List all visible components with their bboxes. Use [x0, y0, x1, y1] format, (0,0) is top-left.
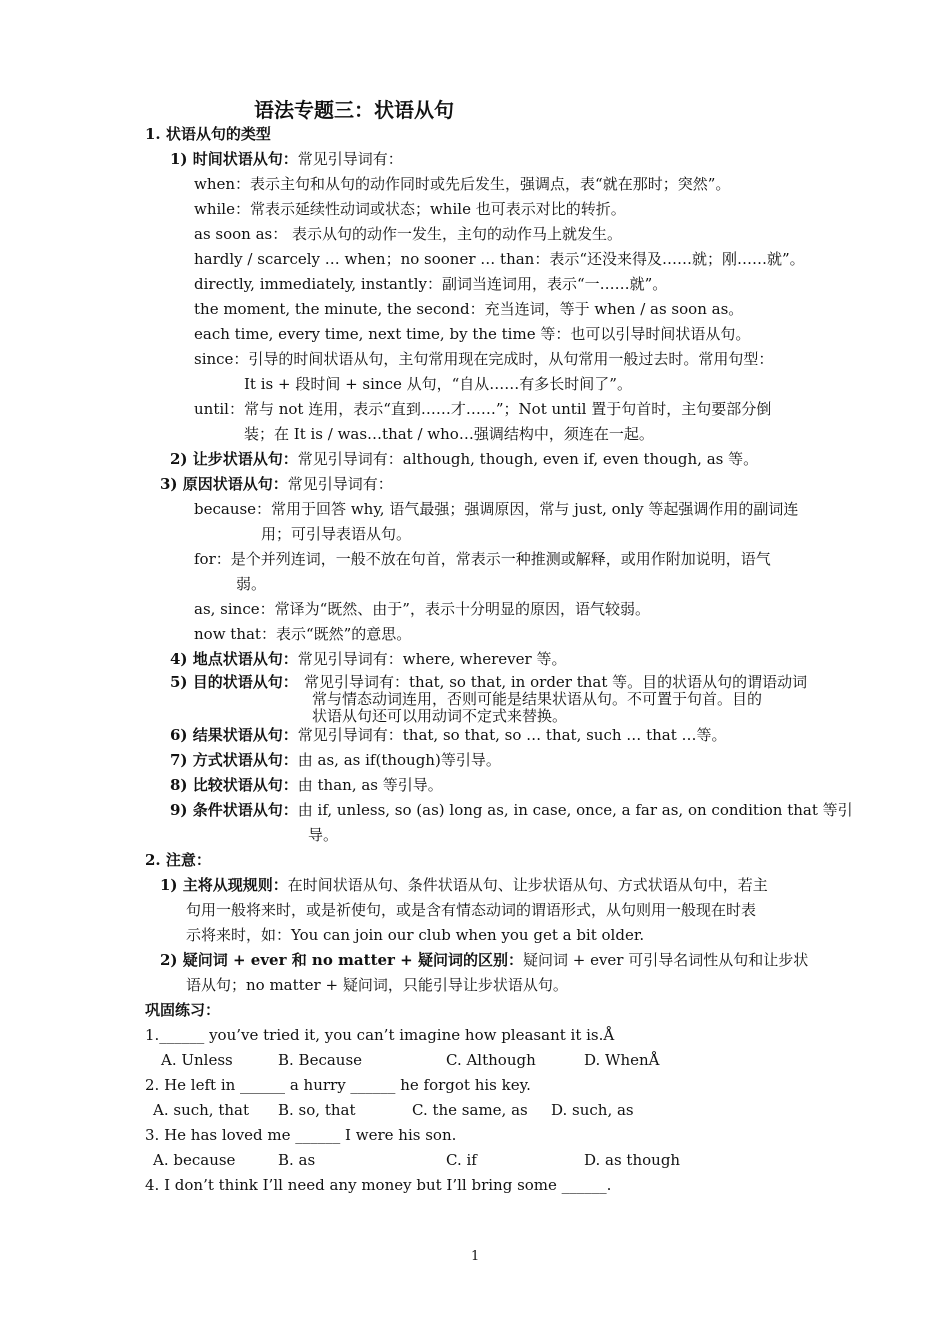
option-b: B. so, that — [278, 1101, 356, 1119]
note1-label: 1) 主将从现规则： — [160, 876, 288, 894]
question-stem: 1.______ you’ve tried it, you can’t imagine how pleasant it is.Å — [145, 1026, 615, 1044]
condition-line-2: 导。 — [308, 826, 339, 844]
manner-clause — [170, 748, 501, 773]
option-c: C. Although — [446, 1051, 536, 1069]
section2-heading: 2. 注意： — [145, 851, 211, 869]
note2-line-1 — [160, 948, 808, 973]
option-a: A. Unless — [161, 1051, 233, 1069]
purpose-label: 5) 目的状语从句： — [170, 673, 298, 691]
place-text: 常见引导词有：where, wherever 等。 — [297, 650, 567, 668]
manner-label: 7) 方式状语从句： — [170, 751, 298, 769]
question-stem: 2. He left in ______ a hurry ______ he forgot his key. — [145, 1076, 531, 1094]
because-line-2: 用；可引导表语从句。 — [261, 525, 412, 543]
for-line-2: 弱。 — [236, 575, 267, 593]
option-d: D. WhenÅ — [584, 1051, 660, 1069]
time-item: directly, immediately, instantly：副词当连词用，表示“一……就”。 — [194, 275, 668, 293]
cause-label: 3) 原因状语从句： — [160, 475, 288, 493]
note2-label: 2) 疑问词 + ever 和 no matter + 疑问词的区别： — [160, 951, 523, 969]
because-line-1: because：常用于回答 why, 语气最强；强调原因，常与 just, only 等起强调作用的副词连 — [194, 500, 799, 518]
as-since-line: as, since：常译为“既然、由于”，表示十分明显的原因，语气较弱。 — [194, 600, 650, 618]
time-clause-label: 1) 时间状语从句： — [170, 150, 298, 168]
condition-clause — [170, 798, 853, 823]
note1-line-1 — [160, 873, 768, 898]
time-item: each time, every time, next time, by the time 等：也可以引导时间状语从句。 — [194, 325, 751, 343]
note2-line-2: 语从句；no matter + 疑问词，只能引导让步状语从句。 — [186, 976, 568, 994]
note1-text-1: 在时间状语从句、条件状语从句、让步状语从句、方式状语从句中，若主 — [287, 876, 768, 894]
time-item: hardly / scarcely … when；no sooner … than：表示“还没来得及……就；刚……就”。 — [194, 250, 805, 268]
since-line-1: since：引导的时间状语从句，主句常用现在完成时，从句常用一般过去时。常用句型： — [194, 350, 774, 368]
concession-clause — [170, 447, 758, 472]
option-b: B. Because — [278, 1051, 363, 1069]
now-that-line: now that：表示“既然”的意思。 — [194, 625, 412, 643]
option-c: C. if — [446, 1151, 477, 1169]
practice-heading: 巩固练习： — [145, 1001, 221, 1019]
place-label: 4) 地点状语从句： — [170, 650, 298, 668]
time-item: as soon as： 表示从句的动作一发生，主句的动作马上就发生。 — [194, 225, 623, 243]
time-item: while：常表示延续性动词或状态；while 也可表示对比的转折。 — [194, 200, 626, 218]
question-stem: 4. I don’t think I’ll need any money but I’ll bring some ______. — [145, 1176, 612, 1194]
until-line-2: 装；在 It is / was…that / who…强调结构中，须连在一起。 — [244, 425, 654, 443]
concession-text: 常见引导词有：although, though, even if, even though, as 等。 — [297, 450, 759, 468]
option-a: A. such, that — [153, 1101, 249, 1119]
cause-clause-heading — [160, 472, 393, 497]
cause-intro: 常见引导词有： — [287, 475, 393, 493]
concession-label: 2) 让步状语从句： — [170, 450, 298, 468]
note1-line-2: 句用一般将来时，或是祈使句，或是含有情态动词的谓语形式，从句则用一般现在时表 — [186, 901, 757, 919]
condition-label: 9) 条件状语从句： — [170, 801, 298, 819]
condition-line-1: 由 if, unless, so (as) long as, in case, once, a far as, on condition that 等引 — [297, 801, 853, 819]
option-b: B. as — [278, 1151, 316, 1169]
time-clause-intro: 常见引导词有： — [297, 150, 403, 168]
comparison-text: 由 than, as 等引导。 — [297, 776, 443, 794]
option-d: D. such, as — [551, 1101, 634, 1119]
place-clause — [170, 647, 566, 672]
page-title: 语法专题三：状语从句 — [254, 98, 454, 122]
comparison-label: 8) 比较状语从句： — [170, 776, 298, 794]
for-line-1: for：是个并列连词，一般不放在句首，常表示一种推测或解释，或用作附加说明，语气 — [194, 550, 771, 568]
section1-heading: 1. 状语从句的类型 — [145, 125, 271, 143]
time-clause-heading — [170, 147, 403, 172]
comparison-clause — [170, 773, 443, 798]
option-d: D. as though — [584, 1151, 681, 1169]
manner-text: 由 as, as if(though)等引导。 — [297, 751, 501, 769]
result-text: 常见引导词有：that, so that, so … that, such … that …等。 — [297, 726, 727, 744]
purpose-line-1: 常见引导词有：that, so that, in order that 等。目的状语从句的谓语动词 — [304, 673, 808, 691]
since-line-2: It is + 段时间 + since 从句，“自从……有多长时间了”。 — [244, 375, 632, 393]
time-item: when：表示主句和从句的动作同时或先后发生，强调点，表“就在那时；突然”。 — [194, 175, 731, 193]
page-number: 1 — [471, 1249, 480, 1264]
purpose-line-2: 常与情态动词连用，否则可能是结果状语从句。不可置于句首。目的 — [312, 690, 763, 708]
option-a: A. because — [153, 1151, 236, 1169]
option-c: C. the same, as — [412, 1101, 528, 1119]
until-line-1: until：常与 not 连用，表示“直到……才……”；Not until 置于句首时，主句要部分倒 — [194, 400, 772, 418]
time-item: the moment, the minute, the second：充当连词，等于 when / as soon as。 — [194, 300, 744, 318]
result-label: 6) 结果状语从句： — [170, 726, 298, 744]
question-stem: 3. He has loved me ______ I were his son. — [145, 1126, 457, 1144]
result-clause — [170, 723, 727, 748]
note1-line-3: 示将来时，如：You can join our club when you get a bit older. — [186, 926, 645, 944]
purpose-line-3: 状语从句还可以用动词不定式来替换。 — [312, 707, 568, 725]
note2-text-1: 疑问词 + ever 可引导名词性从句和让步状 — [522, 951, 809, 969]
